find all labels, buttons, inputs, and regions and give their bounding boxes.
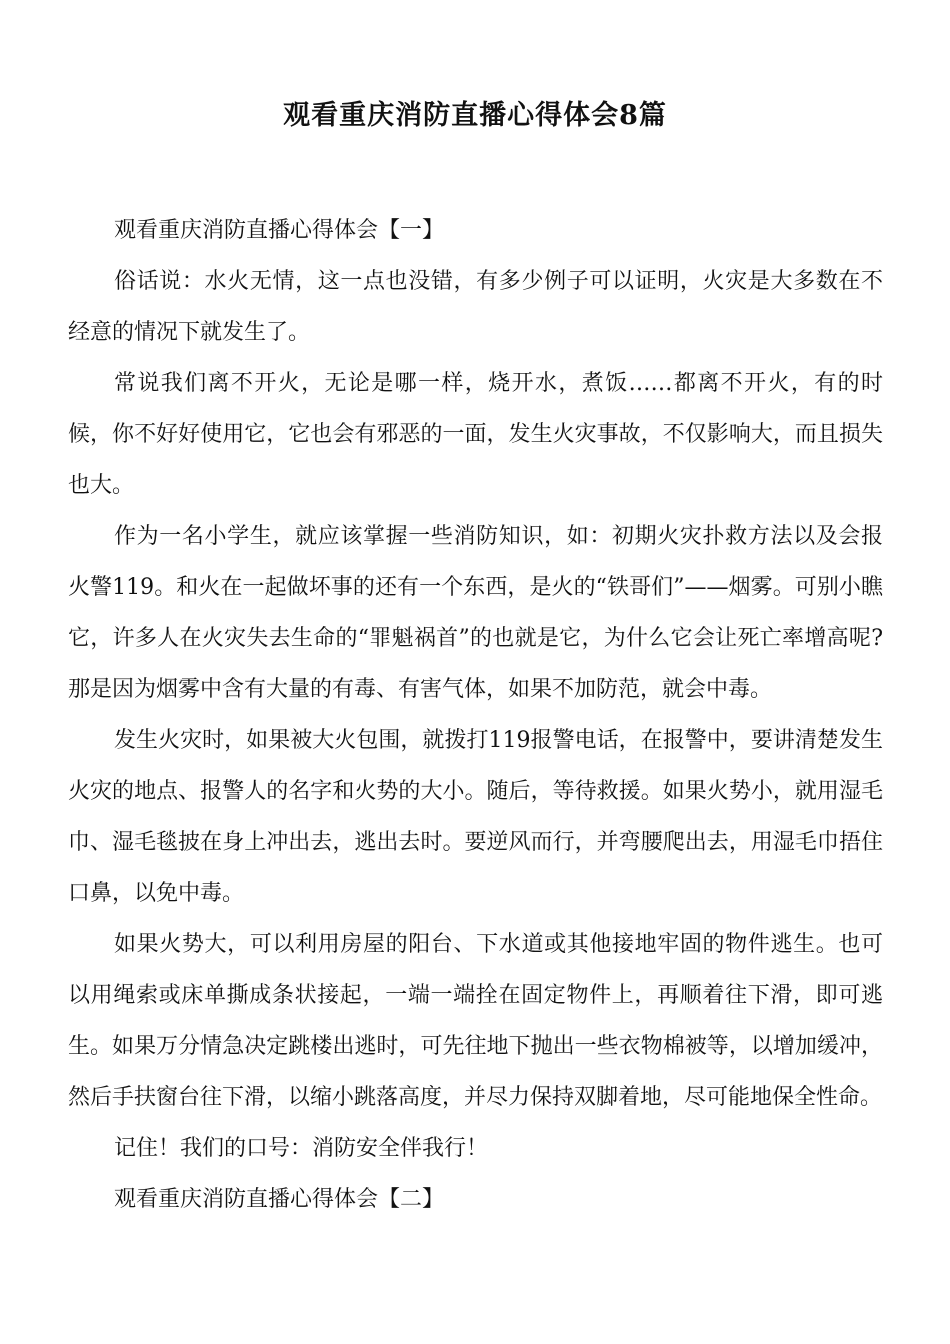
- document-title: 观看重庆消防直播心得体会8篇: [283, 100, 667, 131]
- paragraph-1: 俗话说：水火无情，这一点也没错，有多少例子可以证明，火灾是大多数在不经意的情况下就发生了。: [68, 269, 883, 345]
- paragraph-5: 如果火势大，可以利用房屋的阳台、下水道或其他接地牢固的物件逃生。也可以用绳索或床单撕成条状接起，一端一端拴在固定物件上，再顺着往下滑，即可逃生。如果万分情急决定跳楼出逃时，可先往地下抛出一些衣物棉被等，以增加缓冲，然后手扶窗台往下滑，以缩小跳落高度，并尽力保持双脚着地，尽可能地保全性命。: [68, 932, 883, 1110]
- section-heading-1: 观看重庆消防直播心得体会【一】: [114, 218, 445, 243]
- document-body: [68, 205, 883, 1225]
- paragraph-3: 作为一名小学生，就应该掌握一些消防知识，如：初期火灾扑救方法以及会报火警119。和火在一起做坏事的还有一个东西，是火的“铁哥们”——烟雾。可别小瞧它，许多人在火灾失去生命的“罪魁祸首”的也就是它，为什么它会让死亡率增高呢?那是因为烟雾中含有大量的有毒、有害气体，如果不加防范，就会中毒。: [68, 524, 883, 702]
- paragraph-4: 发生火灾时，如果被大火包围，就拨打119报警电话，在报警中，要讲清楚发生火灾的地点、报警人的名字和火势的大小。随后，等待救援。如果火势小，就用湿毛巾、湿毛毯披在身上冲出去，逃出去时。要逆风而行，并弯腰爬出去，用湿毛巾捂住口鼻，以免中毒。: [68, 728, 883, 906]
- section-heading-2: 观看重庆消防直播心得体会【二】: [114, 1187, 445, 1212]
- paragraph-2: 常说我们离不开火，无论是哪一样，烧开水，煮饭……都离不开火，有的时候，你不好好使用它，它也会有邪恶的一面，发生火灾事故，不仅影响大，而且损失也大。: [68, 371, 883, 498]
- slogan-paragraph: 记住！我们的口号：消防安全伴我行！: [114, 1136, 489, 1161]
